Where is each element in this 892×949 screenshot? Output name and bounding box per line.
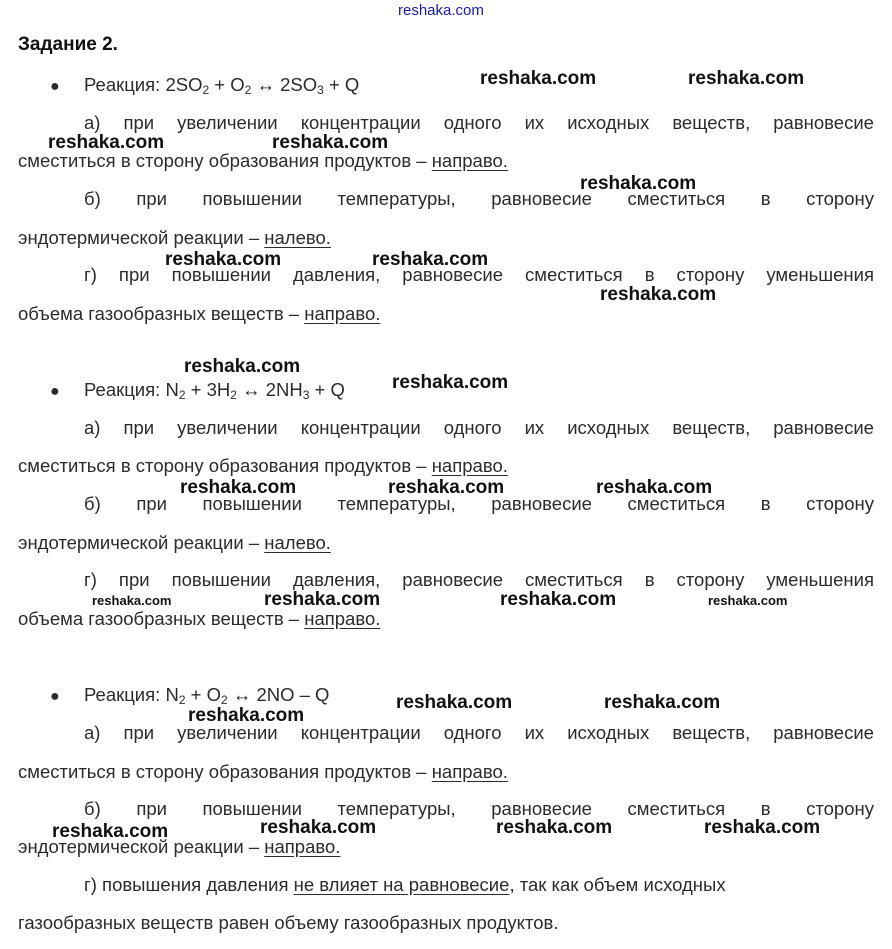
watermark: reshaka.com <box>264 589 381 610</box>
word: уменьшения <box>766 569 874 590</box>
word: равновесие <box>773 417 874 438</box>
item-a-line2: сместиться в сторону образования продуктов – направо. <box>18 761 508 782</box>
item-a-line2: сместиться в сторону образования продуктов – направо. <box>18 455 508 476</box>
word: равновесие <box>773 722 874 743</box>
word: в <box>760 493 771 514</box>
word: температуры, <box>337 798 456 819</box>
item-b-line2: эндотермической реакции – направо. <box>18 836 341 857</box>
watermark: reshaka.com <box>388 477 505 498</box>
watermark: reshaka.com <box>596 477 713 498</box>
watermark-small: reshaka.com <box>708 593 788 608</box>
watermark: reshaka.com <box>180 477 297 498</box>
word: б) <box>84 798 101 819</box>
bullet-icon: ● <box>50 383 60 400</box>
word: их <box>524 722 545 743</box>
word: увеличении <box>177 112 278 133</box>
watermark: reshaka.com <box>188 705 305 726</box>
watermark: reshaka.com <box>392 372 509 393</box>
watermark: reshaka.com <box>600 284 717 305</box>
watermark: reshaka.com <box>52 821 169 842</box>
watermark: reshaka.com <box>260 817 377 838</box>
word: при <box>136 188 167 209</box>
watermark: reshaka.com <box>396 692 513 713</box>
reaction-line <box>50 74 359 98</box>
word: равновесие <box>491 188 592 209</box>
word: уменьшения <box>766 264 874 285</box>
word: увеличении <box>177 417 278 438</box>
word: повышении <box>171 264 272 285</box>
item-b-line1 <box>84 188 874 210</box>
reaction-line <box>50 379 345 403</box>
watermark: reshaka.com <box>688 68 805 89</box>
word: сторону <box>806 493 874 514</box>
word: равновесие <box>402 264 503 285</box>
word: повышении <box>171 569 272 590</box>
word: концентрации <box>300 417 421 438</box>
word: при <box>123 722 155 743</box>
word: сторону <box>676 569 745 590</box>
word: а) <box>84 112 101 133</box>
watermark: reshaka.com <box>372 249 489 270</box>
watermark-small: reshaka.com <box>92 593 172 608</box>
word: равновесие <box>491 493 592 514</box>
word: их <box>524 417 545 438</box>
watermark-top: reshaka.com <box>398 2 484 19</box>
word: веществ, <box>672 722 751 743</box>
item-c-line2: объема газообразных веществ – направо. <box>18 608 381 629</box>
item-a-line1 <box>84 722 874 744</box>
word: температуры, <box>337 493 456 514</box>
word: при <box>118 264 150 285</box>
equation: $2SO_2 + O_2$ ↔ $2SO_3 + Q$ <box>165 74 360 97</box>
item-a-line2: сместиться в сторону образования продуктов – направо. <box>18 150 508 171</box>
word: одного <box>443 417 502 438</box>
word: а) <box>84 417 101 438</box>
word: в <box>644 569 655 590</box>
item-c-line1 <box>84 264 874 286</box>
page-title: Задание 2. <box>18 34 118 55</box>
word: при <box>118 569 150 590</box>
word: концентрации <box>300 112 421 133</box>
word: исходных <box>567 417 650 438</box>
word: при <box>123 112 155 133</box>
item-c-line1: г) повышения давления не влияет на равновесие, так как объем исходных <box>84 874 726 895</box>
watermark: reshaka.com <box>604 692 721 713</box>
word: давления, <box>293 264 381 285</box>
item-a-line1 <box>84 112 874 134</box>
item-c-line2: объема газообразных веществ – направо. <box>18 303 381 324</box>
item-a-line1 <box>84 417 874 439</box>
item-c-line2: газообразных веществ равен объему газообразных продуктов. <box>18 912 559 933</box>
reaction-label: Реакция: <box>84 684 161 705</box>
word: температуры, <box>337 188 456 209</box>
word: в <box>760 798 771 819</box>
item-b-line2: эндотермической реакции – налево. <box>18 227 331 248</box>
word: в <box>644 264 655 285</box>
word: г) <box>84 264 97 285</box>
word: сместиться <box>525 569 623 590</box>
word: их <box>524 112 545 133</box>
watermark: reshaka.com <box>496 817 613 838</box>
word: сместиться <box>627 188 726 209</box>
word: одного <box>443 722 502 743</box>
word: концентрации <box>300 722 421 743</box>
item-b-line1 <box>84 493 874 515</box>
word: при <box>136 493 167 514</box>
word: сторону <box>806 188 874 209</box>
word: б) <box>84 493 101 514</box>
equation: $N_2 + 3H_2$ ↔ $2NH_3 + Q$ <box>165 379 345 402</box>
word: г) <box>84 569 97 590</box>
word: при <box>136 798 167 819</box>
word: равновесие <box>402 569 503 590</box>
word: сместиться <box>525 264 623 285</box>
word: исходных <box>567 112 650 133</box>
reaction-line <box>50 684 329 708</box>
word: веществ, <box>672 417 751 438</box>
watermark: reshaka.com <box>48 132 165 153</box>
watermark: reshaka.com <box>165 249 282 270</box>
word: увеличении <box>177 722 278 743</box>
word: при <box>123 417 155 438</box>
bullet-icon: ● <box>50 78 60 95</box>
word: б) <box>84 188 101 209</box>
item-c-line1 <box>84 569 874 591</box>
watermark: reshaka.com <box>500 589 617 610</box>
item-b-line2: эндотермической реакции – налево. <box>18 532 331 553</box>
watermark: reshaka.com <box>272 132 389 153</box>
word: равновесие <box>773 112 874 133</box>
bullet-icon: ● <box>50 688 60 705</box>
watermark: reshaka.com <box>704 817 821 838</box>
word: повышении <box>202 493 302 514</box>
reaction-label: Реакция: <box>84 379 161 400</box>
word: сместиться <box>627 493 726 514</box>
word: сторону <box>676 264 745 285</box>
word: сместиться <box>627 798 726 819</box>
watermark: reshaka.com <box>184 356 301 377</box>
word: веществ, <box>672 112 751 133</box>
word: а) <box>84 722 101 743</box>
word: одного <box>443 112 502 133</box>
word: давления, <box>293 569 381 590</box>
word: повышении <box>202 188 302 209</box>
word: исходных <box>567 722 650 743</box>
word: повышении <box>202 798 302 819</box>
word: в <box>760 188 771 209</box>
word: равновесие <box>491 798 592 819</box>
watermark: reshaka.com <box>480 68 597 89</box>
item-b-line1 <box>84 798 874 820</box>
reaction-label: Реакция: <box>84 74 161 95</box>
watermark: reshaka.com <box>580 173 697 194</box>
equation: $N_2 + O_2$ ↔ 2NO – Q <box>165 684 330 707</box>
word: сторону <box>806 798 874 819</box>
